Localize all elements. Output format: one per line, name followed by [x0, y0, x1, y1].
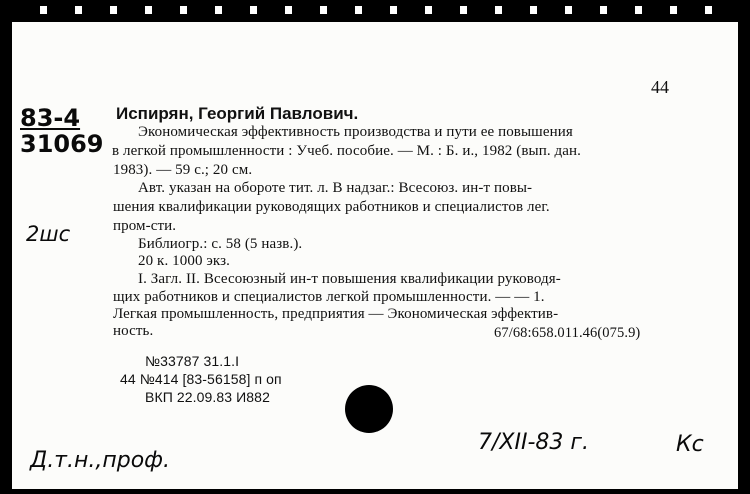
handwritten-bottom-right: Кс — [676, 432, 704, 457]
punch-hole — [345, 385, 393, 433]
handwritten-bottom-date: 7/XII-83 г. — [478, 430, 589, 455]
body-line-3: 1983). — 59 с.; 20 см. — [113, 162, 253, 178]
handwritten-code-top: 83-4 — [20, 104, 81, 132]
handwritten-code-bottom: 31069 — [20, 130, 104, 158]
body-line-5: шения квалификации руководящих работников и специалистов лег. — [113, 199, 550, 215]
body-line-10: щих работников и специалистов легкой промышленности. — — 1. — [113, 289, 545, 305]
body-line-2: в легкой промышленности : Учеб. пособие. — М. : Б. и., 1982 (вып. дан. — [112, 143, 581, 159]
entry-heading: Испирян, Георгий Павлович. — [116, 104, 359, 123]
stamp-line-1: №33787 31.1.I — [145, 353, 240, 369]
body-line-7: Библиогр.: с. 58 (5 назв.). — [138, 236, 303, 252]
stamp-line-3: ВКП 22.09.83 И882 — [145, 389, 270, 405]
card-top-edge — [0, 6, 750, 16]
body-line-11: Легкая промышленность, предприятия — Экономическая эффектив- — [113, 306, 559, 322]
body-line-4: Авт. указан на обороте тит. л. В надзаг.: Всесоюз. ин-т повы- — [138, 180, 533, 196]
handwritten-margin-note: 2шс — [26, 222, 71, 246]
handwritten-bottom-left: Д.т.н.,проф. — [30, 448, 170, 473]
body-line-1: Экономическая эффективность производства и пути ее повышения — [138, 124, 573, 140]
body-line-9: I. Загл. II. Всесоюзный ин-т повышения квалификации руководя- — [138, 271, 561, 287]
body-line-6: пром-сти. — [113, 218, 177, 234]
stamp-line-2: 44 №414 [83-56158] п оп — [120, 371, 282, 387]
classification-code: 67/68:658.011.46(075.9) — [494, 325, 641, 341]
body-line-12: ность. — [113, 323, 154, 339]
body-line-8: 20 к. 1000 экз. — [138, 253, 230, 269]
page-number: 44 — [651, 77, 669, 97]
